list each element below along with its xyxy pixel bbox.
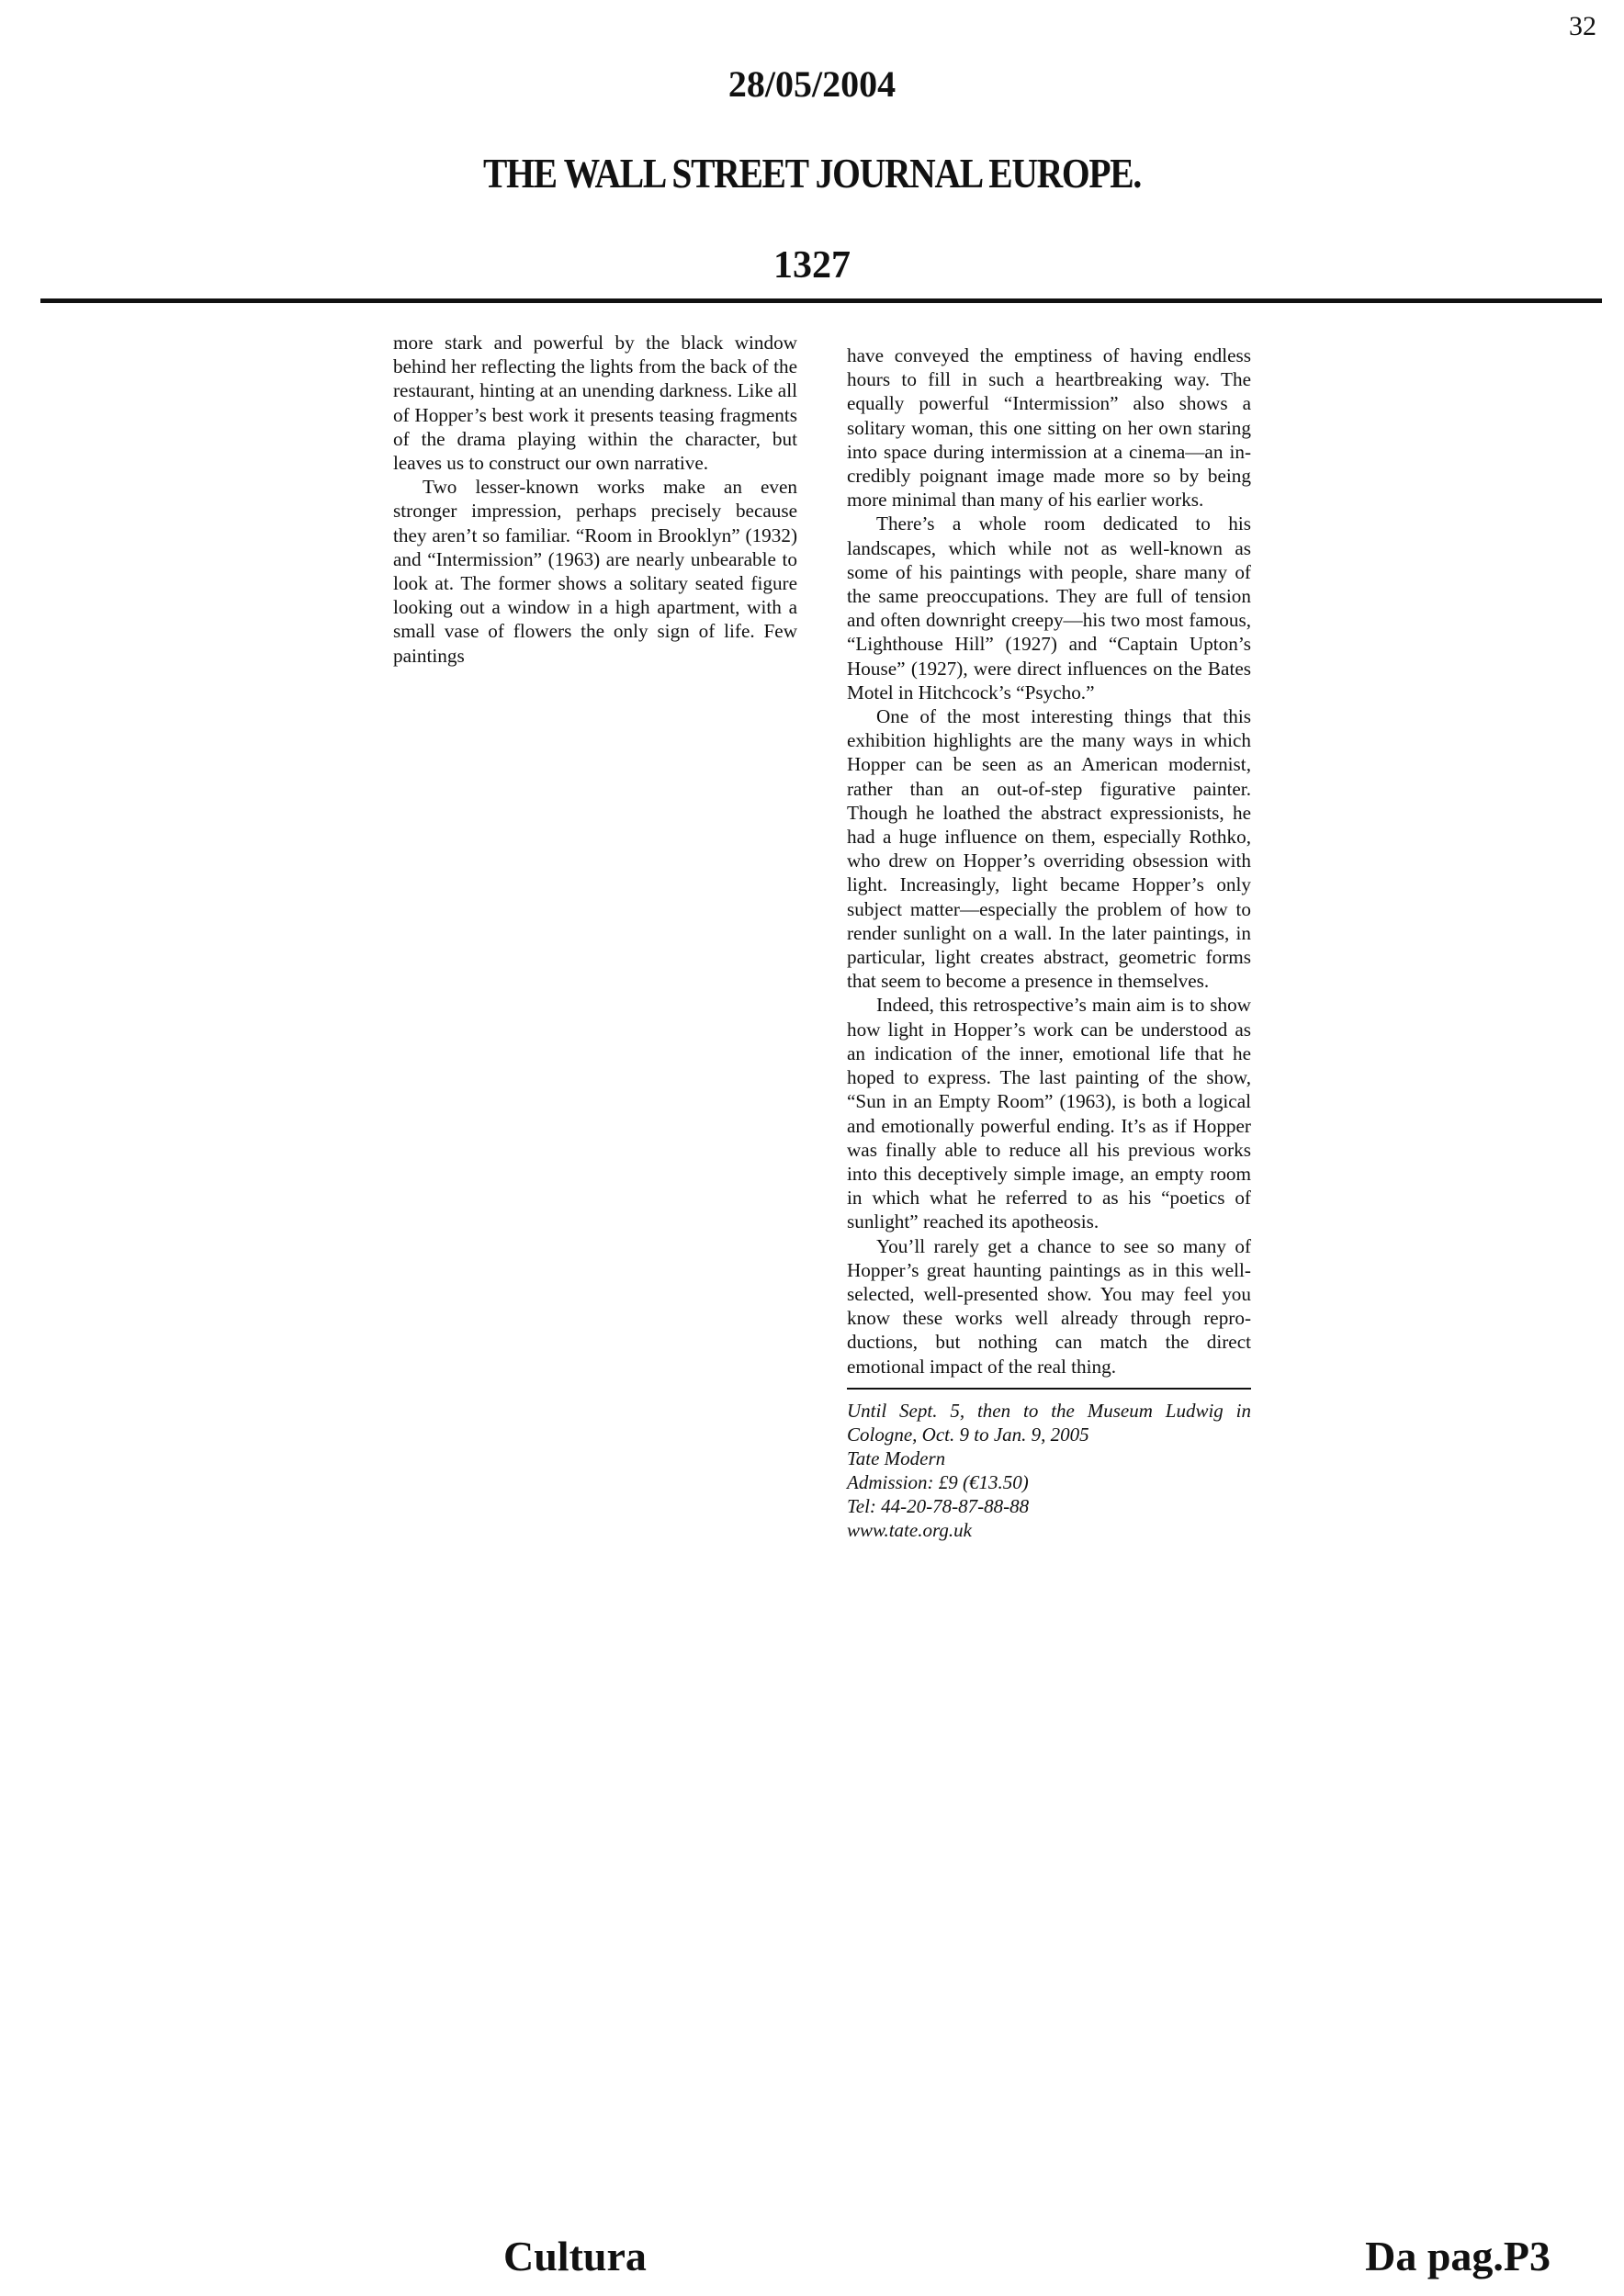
exhibition-dates: Until Sept. 5, then to the Museum Ludwig in Cologne, Oct. 9 to Jan. 9, 2005: [847, 1399, 1251, 1446]
article-paragraph: There’s a whole room dedicated to his landscapes, which while not as well-known as some of his paintings with people, share many of the same preoccupations. They are full of tension and often downright creepy—his two most famous, “Lighthouse Hill” (1927) and “Captain Upton’s House” (1927), were direct influences on the Bates Motel in Hitchcock’s “Psycho.”: [847, 512, 1251, 703]
article-column-right: [847, 343, 1251, 1542]
publication-date: 28/05/2004: [727, 63, 897, 105]
exhibition-admission: Admission: £9 (€13.50): [847, 1470, 1029, 1493]
article-paragraph: Indeed, this retrospective’s main aim is to show how light in Hopper’s work can be understood as an indication of the inner, emotional life that he hoped to express. The last painting of the show, “Sun in an Empty Room” (1963), is both a logical and emotionally powerful ending. It’s as if Hopper was finally able to reduce all his previous works into this deceptively simple image, an empty room in which what he referred to as his “poetics of sunlight” reached its apotheosis.: [847, 994, 1251, 1233]
exhibition-phone: Tel: 44-20-78-87-88-88: [847, 1494, 1030, 1517]
exhibition-website: www.tate.org.uk: [847, 1518, 972, 1541]
article-paragraph: One of the most interesting things that this exhibition highlights are the many ways in which Hopper can be seen as an American modernist, rather than an out-of-step figurative painter. Though he loathed the abstract expressionists, he had a huge influence on them, especially Rothko, who drew on Hopper’s overriding obsession with light. Increasingly, light became Hopper’s only subject matter—especially the problem of how to render sunlight on a wall. In the later paintings, in particular, light creates abstract, geometric forms that seem to become a presence in themselves.: [847, 705, 1251, 993]
exhibition-info: [847, 1399, 1251, 1542]
page-number: 32: [1569, 11, 1596, 41]
article-paragraph: You’ll rarely get a chance to see so many of Hopper’s great haunting paintings as in this well-selected, well-presented show. You may feel you know these works well already through reproductions, but nothing can match the direct emotional impact of the real thing.: [847, 1234, 1251, 1378]
article-column-left: [393, 331, 797, 668]
section-label: Cultura: [503, 2233, 647, 2279]
clipping-code: 1327: [773, 244, 851, 287]
article-paragraph: more stark and powerful by the black window behind her reflecting the lights from the back of the restaurant, hinting at an unending darkness. Like all of Hopper’s best work it presents teasing fragments of the drama playing within the character, but leaves us to construct our own narrative.: [393, 332, 797, 475]
page-reference: Da pag.P3: [1365, 2233, 1551, 2279]
exhibition-venue: Tate Modern: [847, 1446, 946, 1469]
publication-masthead: THE WALL STREET JOURNAL EUROPE.: [483, 150, 1141, 197]
header-divider: [40, 298, 1602, 303]
article-paragraph: have conveyed the emptiness of having endless hours to fill in such a heartbreaking way. The equally powerful “Intermission” also shows a solitary woman, this one sitting on her own staring into space during intermission at a cinema—an incredibly poignant image made more so by being more minimal than many of his earlier works.: [847, 344, 1251, 512]
article-paragraph: Two lesser-known works make an even stronger impression, perhaps precisely because they aren’t so familiar. “Room in Brooklyn” (1932) and “Intermission” (1963) are nearly unbearable to look at. The former shows a solitary seated figure looking out a window in a high apartment, with a small vase of flowers the only sign of life. Few paintings: [393, 476, 797, 667]
info-divider: [847, 1388, 1251, 1390]
